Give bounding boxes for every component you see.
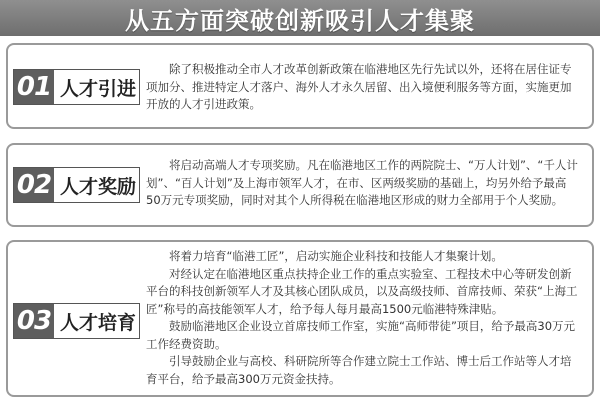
section-body <box>146 61 578 114</box>
section-heading: 人才引进 <box>60 77 137 100</box>
section-number: 02 <box>14 168 54 202</box>
section-heading: 人才奖励 <box>60 175 137 198</box>
title-bar <box>0 0 600 36</box>
section-label <box>13 167 140 203</box>
section-heading: 人才培育 <box>60 311 137 334</box>
page-title: 从五方面突破创新吸引人才集聚 <box>125 6 475 35</box>
paragraph: 鼓励临港地区企业设立首席技师工作室，实施“高师带徒”项目，给予最高30万元工作经费资助。 <box>146 319 576 351</box>
paragraph: 将着力培育“临港工匠”，启动实施企业科技和技能人才集聚计划。 <box>169 249 503 263</box>
section-number: 01 <box>14 70 54 104</box>
section-talent-rewards <box>6 143 594 227</box>
paragraph: 对经认定在临港地区重点扶持企业工作的重点实验室、工程技术中心等研发创新平台的科技创新领军人才及其核心团队成员，以及高级技师、首席技师、荣获“上海工匠”称号的高技能领军人才，给予每人每月最高1500元临港特殊津贴。 <box>146 266 578 316</box>
paragraph: 引导鼓励企业与高校、科研院所等合作建立院士工作站、博士后工作站等人才培育平台，给予最高300万元资金扶持。 <box>146 354 572 386</box>
section-label <box>13 303 140 339</box>
section-label <box>13 69 140 105</box>
section-talent-cultivation <box>6 240 594 397</box>
paragraph: 将启动高端人才专项奖励。凡在临港地区工作的两院院士、“万人计划”、“千人计划”、“百人计划”及上海市领军人才，在市、区两级奖励的基础上，均另外给予最高50万元专项奖励，同时对其个人所得税在临港地区形成的财力全部用于个人奖励。 <box>146 158 578 207</box>
paragraph: 除了积极推动全市人才改革创新政策在临港地区先行先试以外，还将在居住证专项加分、推进特定人才落户、海外人才永久居留、出入境便利服务等方面，实施更加开放的人才引进政策。 <box>146 62 572 111</box>
section-body <box>146 157 578 210</box>
section-body <box>146 248 578 388</box>
section-number: 03 <box>14 304 54 338</box>
section-talent-introduction <box>6 43 594 129</box>
